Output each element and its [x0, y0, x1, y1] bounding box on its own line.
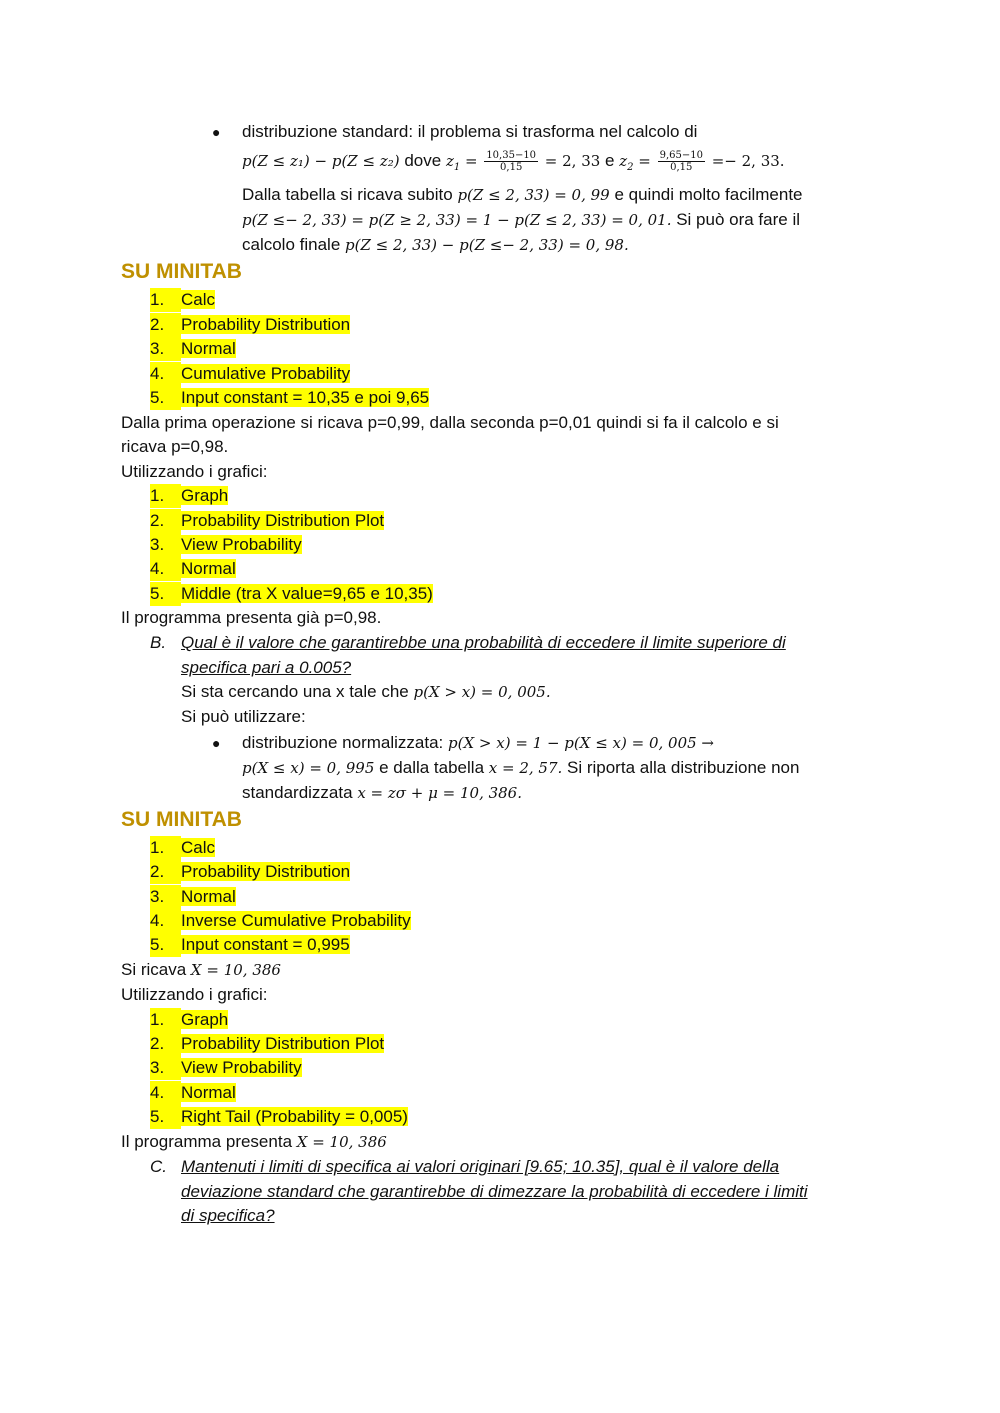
- text: Si può ora fare il: [676, 210, 800, 229]
- question-text: Qual è il valore che garantirebbe una probabilità di eccedere il limite superiore di: [181, 633, 786, 652]
- text: distribuzione normalizzata:: [242, 733, 444, 752]
- section-heading: SU MINITAB: [121, 260, 242, 283]
- text: standardizzata: [242, 783, 353, 802]
- math-expression: p(Z ≤− 2, 33) = p(Z ≥ 2, 33) = 1 − p(Z ≤ 2, 33) = 0, 01.: [242, 211, 672, 229]
- paragraph-line: [121, 1130, 387, 1154]
- math-expression: x = 2, 57.: [488, 759, 563, 777]
- list-item: 3. Normal: [150, 885, 236, 909]
- list-item: 3. View Probability: [150, 1056, 302, 1080]
- text-line: [242, 183, 803, 207]
- text: Si ricava: [121, 960, 187, 979]
- list-item: 2. Probability Distribution: [150, 313, 350, 337]
- text: Il programma presenta: [121, 1132, 293, 1151]
- section-heading: SU MINITAB: [121, 808, 242, 831]
- text: Si riporta alla distribuzione non: [567, 758, 800, 777]
- math-expression: p(X > x) = 1 − p(X ≤ x) = 0, 005 →: [448, 734, 715, 752]
- list-item: 4. Cumulative Probability: [150, 362, 350, 386]
- list-item: 2. Probability Distribution: [150, 860, 350, 884]
- denominator: 0,15: [670, 162, 693, 174]
- paragraph-line: Utilizzando i grafici:: [121, 985, 268, 1004]
- math-expression: p(X > x) = 0, 005.: [413, 683, 551, 701]
- text: Si sta cercando una x tale che: [181, 682, 409, 701]
- list-item: 1. Graph: [150, 1008, 228, 1032]
- text-line: [181, 680, 551, 704]
- text: e: [605, 151, 615, 170]
- list-item: 1. Calc: [150, 836, 215, 860]
- paragraph-line: ricava p=0,98.: [121, 437, 229, 456]
- fraction-z1: [484, 150, 538, 173]
- text-line: [242, 781, 522, 805]
- text-line: [242, 208, 800, 232]
- text: e quindi molto facilmente: [614, 185, 803, 204]
- list-item: 4. Normal: [150, 557, 236, 581]
- question-text: di specifica?: [181, 1206, 275, 1225]
- fraction-z2: [658, 150, 705, 173]
- text: dove: [404, 151, 442, 170]
- text-line: Si può utilizzare:: [181, 707, 306, 726]
- question-b: [150, 631, 786, 655]
- question-text: deviazione standard che garantirebbe di dimezzare la probabilità di eccedere i limiti: [181, 1182, 808, 1201]
- text-line: [242, 233, 629, 257]
- text: calcolo finale: [242, 235, 341, 254]
- formula-line: [242, 149, 785, 177]
- text-line: distribuzione standard: il problema si trasforma nel calcolo di: [242, 122, 698, 141]
- list-item: 5. Right Tail (Probability = 0,005): [150, 1105, 408, 1129]
- list-item: 1. Calc: [150, 288, 215, 312]
- list-item: 4. Inverse Cumulative Probability: [150, 909, 411, 933]
- bullet-dot: ●: [212, 124, 221, 140]
- list-item: 1. Graph: [150, 484, 228, 508]
- question-letter: C.: [150, 1157, 167, 1176]
- text-line: [242, 756, 799, 780]
- math-expression: X = 10, 386: [296, 1133, 387, 1151]
- paragraph-line: Dalla prima operazione si ricava p=0,99, dalla seconda p=0,01 quindi si fa il calcolo e si: [121, 413, 779, 432]
- math-expression: X = 10, 386: [190, 961, 281, 979]
- math-expression: p(Z ≤ 2, 33) − p(Z ≤− 2, 33) = 0, 98.: [345, 236, 629, 254]
- list-item: 3. Normal: [150, 337, 236, 361]
- math-expression: x = zσ + μ = 10, 386.: [357, 784, 522, 802]
- math-variable: $z_1$ =: [445, 152, 478, 173]
- math-expression: p(X ≤ x) = 0, 995: [242, 759, 375, 777]
- denominator: 0,15: [500, 162, 523, 174]
- numerator: 9,65−10: [659, 150, 703, 162]
- question-c: [150, 1155, 779, 1179]
- list-item: 2. Probability Distribution Plot: [150, 1032, 384, 1056]
- bullet-dot: ●: [212, 735, 221, 751]
- text-line: [242, 731, 714, 755]
- list-item: 5. Input constant = 0,995: [150, 933, 350, 957]
- list-item: 5. Input constant = 10,35 e poi 9,65: [150, 386, 429, 410]
- list-item: 3. View Probability: [150, 533, 302, 557]
- list-item: 2. Probability Distribution Plot: [150, 509, 384, 533]
- math-variable: $z_2$ =: [619, 152, 651, 173]
- question-text: Mantenuti i limiti di specifica ai valori originari [9.65; 10.35], qual è il valore della: [181, 1157, 780, 1176]
- paragraph-line: [121, 958, 281, 982]
- question-text: specifica pari a 0.005?: [181, 658, 352, 677]
- paragraph-line: Utilizzando i grafici:: [121, 462, 268, 481]
- math-result: =− 2, 33.: [711, 152, 785, 170]
- question-letter: B.: [150, 633, 167, 652]
- list-item: 4. Normal: [150, 1081, 236, 1105]
- paragraph-line: Il programma presenta già p=0,98.: [121, 608, 382, 627]
- numerator: 10,35−10: [486, 150, 537, 162]
- text: Dalla tabella si ricava subito: [242, 185, 453, 204]
- text: e dalla tabella: [379, 758, 485, 777]
- math-expression: p(Z ≤ 2, 33) = 0, 99: [457, 186, 610, 204]
- list-item: 5. Middle (tra X value=9,65 e 10,35): [150, 582, 433, 606]
- math-expression: p(Z ≤ z₁) − p(Z ≤ z₂): [242, 152, 400, 170]
- math-result: = 2, 33: [544, 152, 601, 170]
